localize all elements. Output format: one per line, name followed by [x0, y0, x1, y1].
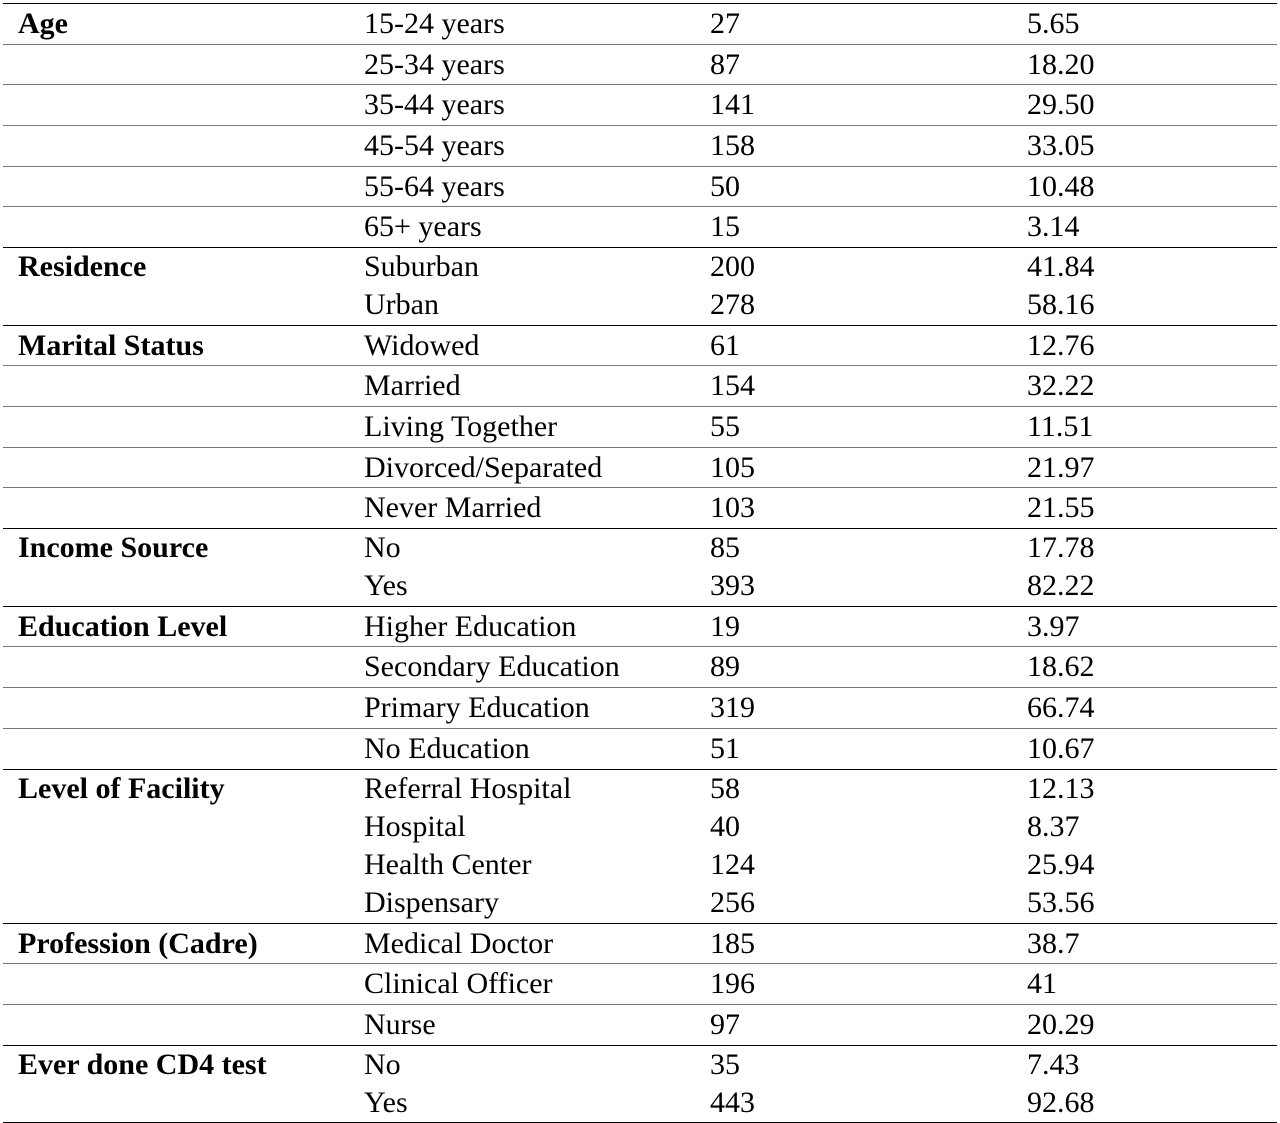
count-cell: 50	[710, 169, 740, 203]
category-cell: Widowed	[364, 328, 480, 362]
category-cell: Suburban	[364, 250, 479, 284]
table-row	[3, 166, 1277, 207]
count-cell: 51	[710, 731, 740, 765]
count-cell: 319	[710, 691, 755, 725]
category-cell: 25-34 years	[364, 47, 505, 81]
table-row	[3, 3, 1277, 44]
percent-cell: 10.48	[1027, 169, 1095, 203]
percent-cell: 17.78	[1027, 531, 1095, 565]
count-cell: 27	[710, 7, 740, 40]
table-row	[3, 808, 1277, 846]
percent-cell: 7.43	[1027, 1047, 1080, 1081]
table-row	[3, 646, 1277, 687]
table-row	[3, 884, 1277, 922]
count-cell: 443	[710, 1086, 755, 1120]
variable-label: Income Source	[18, 531, 209, 565]
count-cell: 196	[710, 967, 755, 1001]
percent-cell: 11.51	[1027, 410, 1094, 444]
category-cell: Urban	[364, 288, 439, 322]
count-cell: 103	[710, 491, 755, 525]
percent-cell: 58.16	[1027, 288, 1095, 322]
percent-cell: 92.68	[1027, 1086, 1095, 1120]
percent-cell: 3.14	[1027, 210, 1080, 244]
category-cell: 35-44 years	[364, 88, 505, 122]
count-cell: 393	[710, 569, 755, 603]
count-cell: 124	[710, 848, 755, 882]
table-body	[3, 3, 1277, 1122]
table-row	[3, 286, 1277, 324]
table-row	[3, 728, 1277, 769]
table-row	[3, 44, 1277, 85]
variable-label: Marital Status	[18, 328, 204, 362]
count-cell: 97	[710, 1008, 740, 1042]
percent-cell: 38.7	[1027, 926, 1080, 960]
category-cell: No	[364, 1047, 401, 1081]
category-cell: Health Center	[364, 848, 532, 882]
percent-cell: 20.29	[1027, 1008, 1095, 1042]
table-row	[3, 406, 1277, 447]
table-row	[3, 846, 1277, 884]
category-cell: Married	[364, 369, 461, 403]
count-cell: 154	[710, 369, 755, 403]
percent-cell: 10.67	[1027, 731, 1095, 765]
count-cell: 61	[710, 328, 740, 362]
table-row	[3, 325, 1277, 366]
count-cell: 200	[710, 250, 755, 284]
percent-cell: 66.74	[1027, 691, 1095, 725]
category-cell: No Education	[364, 731, 530, 765]
variable-label: Residence	[18, 250, 147, 284]
percent-cell: 41	[1027, 967, 1057, 1001]
percent-cell: 21.55	[1027, 491, 1095, 525]
count-cell: 141	[710, 88, 755, 122]
count-cell: 35	[710, 1047, 740, 1081]
percent-cell: 18.62	[1027, 650, 1095, 684]
percent-cell: 41.84	[1027, 250, 1095, 284]
category-cell: Yes	[364, 1086, 408, 1120]
table-row	[3, 447, 1277, 488]
percent-cell: 82.22	[1027, 569, 1095, 603]
count-cell: 58	[710, 771, 740, 805]
count-cell: 158	[710, 129, 755, 163]
category-cell: Medical Doctor	[364, 926, 554, 960]
count-cell: 185	[710, 926, 755, 960]
table-row	[3, 1045, 1277, 1084]
count-cell: 87	[710, 47, 740, 81]
category-cell: No	[364, 531, 401, 565]
table-row	[3, 206, 1277, 247]
percent-cell: 21.97	[1027, 450, 1095, 484]
count-cell: 105	[710, 450, 755, 484]
table-row	[3, 365, 1277, 406]
percent-cell: 18.20	[1027, 47, 1095, 81]
category-cell: 45-54 years	[364, 129, 505, 163]
count-cell: 19	[710, 609, 740, 643]
count-cell: 55	[710, 410, 740, 444]
category-cell: 55-64 years	[364, 169, 505, 203]
percent-cell: 25.94	[1027, 848, 1095, 882]
count-cell: 85	[710, 531, 740, 565]
count-cell: 15	[710, 210, 740, 244]
table-row	[3, 84, 1277, 125]
category-cell: Yes	[364, 569, 408, 603]
percent-cell: 3.97	[1027, 609, 1080, 643]
variable-label: Level of Facility	[18, 771, 225, 805]
category-cell: Divorced/Separated	[364, 450, 603, 484]
table-row	[3, 528, 1277, 567]
variable-label: Education Level	[18, 609, 228, 643]
category-cell: Referral Hospital	[364, 771, 572, 805]
variable-label: Ever done CD4 test	[18, 1047, 267, 1081]
percent-cell: 5.65	[1027, 7, 1080, 40]
variable-label: Profession (Cadre)	[18, 926, 258, 960]
table-row	[3, 1004, 1277, 1045]
table-row	[3, 963, 1277, 1004]
category-cell: 65+ years	[364, 210, 482, 244]
demographics-table	[3, 3, 1277, 1123]
table-row	[3, 923, 1277, 964]
table-row	[3, 125, 1277, 166]
count-cell: 256	[710, 886, 755, 920]
category-cell: Primary Education	[364, 691, 590, 725]
percent-cell: 8.37	[1027, 809, 1080, 843]
category-cell: Secondary Education	[364, 650, 620, 684]
variable-label: Age	[18, 7, 68, 40]
category-cell: 15-24 years	[364, 7, 505, 40]
category-cell: Nurse	[364, 1008, 436, 1042]
percent-cell: 53.56	[1027, 886, 1095, 920]
percent-cell: 32.22	[1027, 369, 1095, 403]
table-row	[3, 606, 1277, 647]
category-cell: Clinical Officer	[364, 967, 553, 1001]
category-cell: Hospital	[364, 809, 466, 843]
table-row	[3, 247, 1277, 286]
count-cell: 278	[710, 288, 755, 322]
percent-cell: 29.50	[1027, 88, 1095, 122]
table-row	[3, 567, 1277, 605]
category-cell: Living Together	[364, 410, 558, 444]
percent-cell: 12.13	[1027, 771, 1095, 805]
percent-cell: 33.05	[1027, 129, 1095, 163]
table-row	[3, 487, 1277, 528]
table-row	[3, 769, 1277, 808]
table-row	[3, 687, 1277, 728]
count-cell: 89	[710, 650, 740, 684]
percent-cell: 12.76	[1027, 328, 1095, 362]
category-cell: Dispensary	[364, 886, 499, 920]
count-cell: 40	[710, 809, 740, 843]
category-cell: Higher Education	[364, 609, 577, 643]
table-row	[3, 1084, 1277, 1122]
category-cell: Never Married	[364, 491, 542, 525]
